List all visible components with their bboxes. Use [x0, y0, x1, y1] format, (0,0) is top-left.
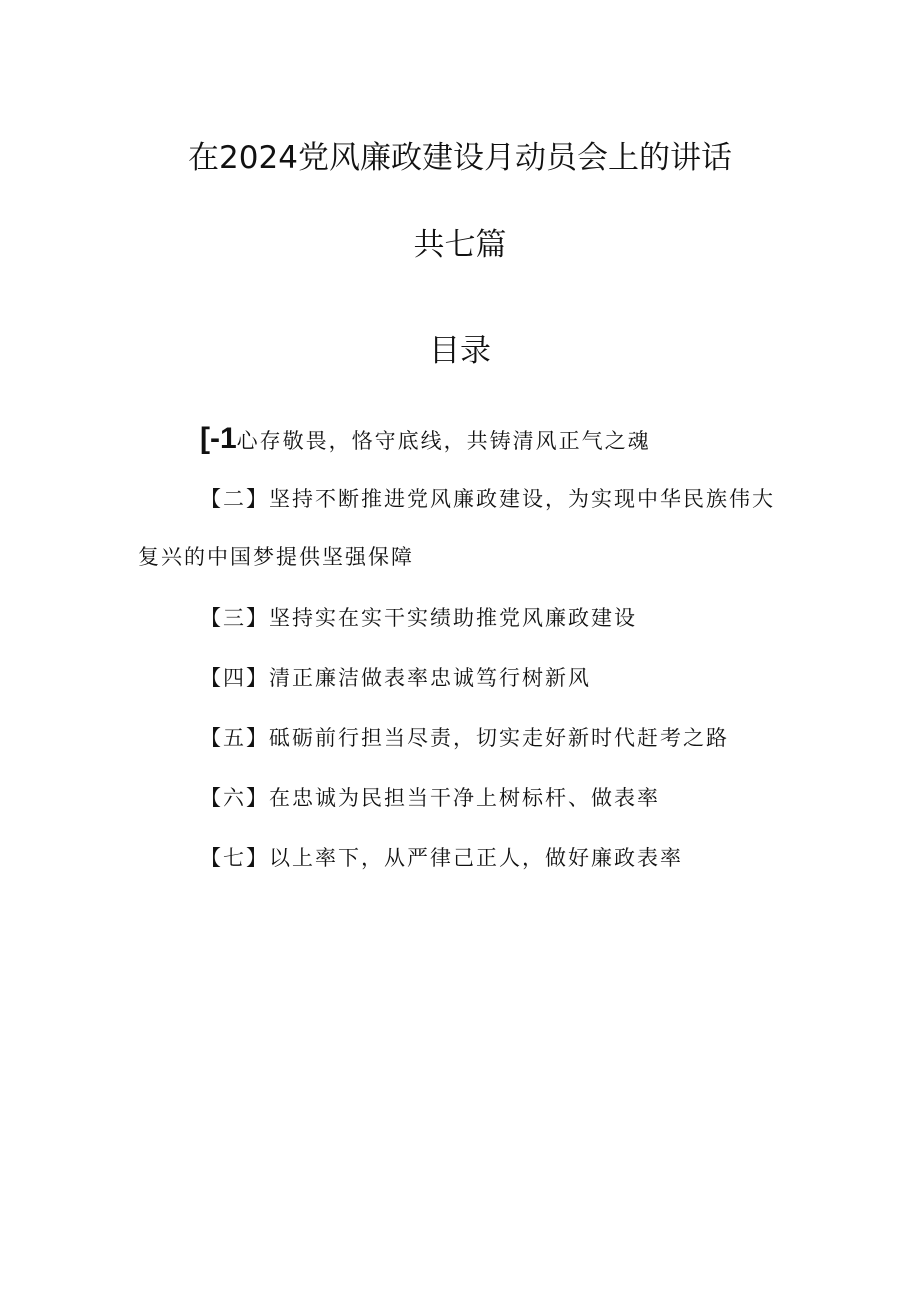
toc-item-1[interactable] [200, 410, 651, 470]
toc-item-text: 砥砺前行担当尽责，切实走好新时代赶考之路 [269, 726, 729, 750]
toc-item-text: 心存敬畏，恪守底线，共铸清风正气之魂 [236, 429, 651, 453]
toc-item-marker: 【三】 [200, 606, 269, 630]
toc-item-marker: 【六】 [200, 786, 269, 810]
toc-item-text: 以上率下，从严律己正人，做好廉政表率 [269, 846, 683, 870]
toc-item-marker: 【二】 [200, 487, 269, 511]
toc-item-marker: 【七】 [200, 846, 269, 870]
toc-heading: 目录 [429, 333, 491, 369]
document-title: 在2024党风廉政建设月动员会上的讲话 [188, 140, 732, 176]
toc-item-7[interactable] [200, 829, 683, 887]
toc-item-4[interactable] [200, 649, 591, 707]
toc-item-text: 坚持不断推进党风廉政建设，为实现中华民族伟大复兴的中国梦提供坚强保障 [138, 487, 775, 569]
toc-item-3[interactable] [200, 589, 637, 647]
toc-item-text: 坚持实在实干实绩助推党风廉政建设 [269, 606, 637, 630]
toc-item-text: 清正廉洁做表率忠诚笃行树新风 [269, 666, 591, 690]
toc-item-marker: 【四】 [200, 666, 269, 690]
document-subtitle: 共七篇 [413, 227, 507, 263]
toc-item-marker: 【五】 [200, 726, 269, 750]
toc-item-marker: [-1 [200, 422, 237, 455]
toc-item-5[interactable] [200, 709, 729, 767]
toc-item-2[interactable] [138, 470, 778, 586]
toc-item-6[interactable] [200, 769, 660, 827]
toc-item-text: 在忠诚为民担当干净上树标杆、做表率 [269, 786, 660, 810]
